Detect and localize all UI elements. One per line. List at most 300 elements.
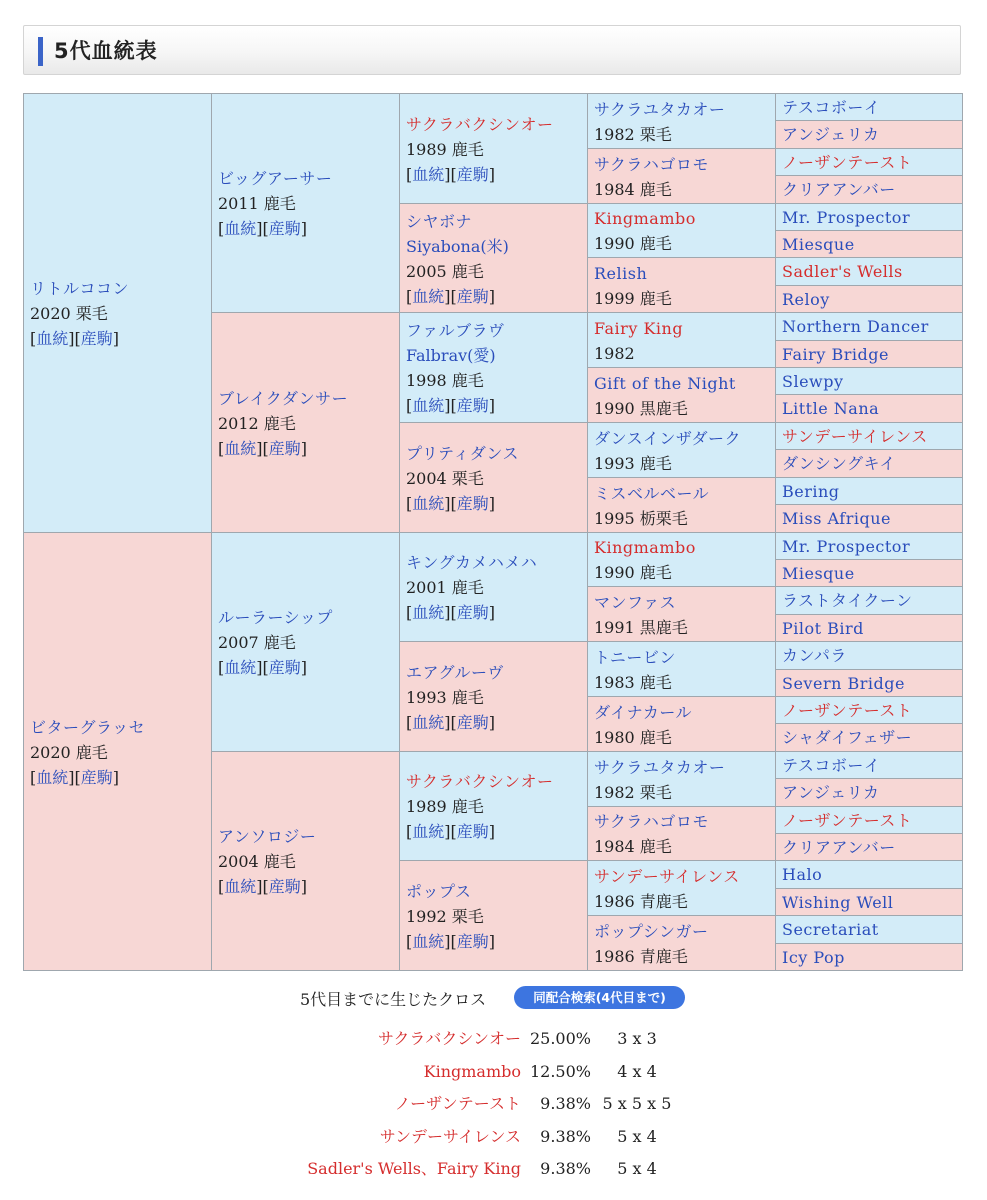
cell-content — [594, 481, 773, 531]
pedigree-cell-gen4 — [587, 477, 776, 533]
horse-name-link[interactable]: Slewpy — [782, 372, 844, 391]
pedigree-cell-gen5 — [775, 778, 963, 807]
horse-name-link[interactable]: アンジェリカ — [782, 125, 880, 144]
cross-row — [0, 1156, 987, 1182]
horse-links — [30, 765, 209, 790]
cross-row — [0, 1059, 987, 1085]
cell-content — [782, 150, 960, 176]
bracket: [ — [30, 329, 37, 348]
horse-name-link[interactable]: ラストタイクーン — [782, 591, 913, 610]
cell-content — [782, 561, 960, 587]
bracket: [ — [218, 658, 225, 677]
horse-name-link[interactable]: Halo — [782, 865, 823, 884]
pedigree-cell-gen5 — [775, 888, 963, 916]
horse-name-link[interactable]: クリアアンバー — [782, 838, 896, 857]
bracket: ] — [112, 768, 120, 787]
horse-links — [406, 393, 585, 418]
horse-name-link[interactable]: サクラハゴロモ — [594, 155, 709, 174]
pedigree-link[interactable]: 血統 — [224, 658, 257, 677]
bracket: ] — [488, 603, 496, 622]
progeny-link[interactable]: 産駒 — [456, 932, 489, 951]
horse-birth-year-color: 1989 鹿毛 — [406, 140, 484, 159]
progeny-link[interactable]: 産駒 — [268, 439, 301, 458]
pedigree-link[interactable]: 血統 — [412, 932, 445, 951]
horse-birth-year-color: 2020 栗毛 — [30, 304, 108, 323]
bracket: ][ — [68, 768, 81, 787]
cross-row — [0, 1026, 987, 1052]
pedigree-cell-gen4 — [587, 586, 776, 642]
horse-name-link[interactable]: Miss Afrique — [782, 509, 891, 528]
cross-row — [0, 1091, 987, 1117]
cell-content — [594, 261, 773, 311]
horse-birth-year-color: 1986 青鹿毛 — [594, 947, 688, 966]
horse-name-link[interactable]: ダンスインザダーク — [594, 429, 742, 448]
horse-origin-name[interactable]: Falbrav(愛) — [406, 346, 496, 365]
horse-name-link[interactable]: Fairy Bridge — [782, 345, 889, 364]
section-title: 5代血統表 — [54, 39, 158, 63]
horse-name-link[interactable]: Severn Bridge — [782, 674, 905, 693]
horse-name-link[interactable]: Northern Dancer — [782, 317, 929, 336]
horse-birth-year-color: 1992 栗毛 — [406, 907, 484, 926]
cell-content — [406, 318, 585, 418]
horse-birth-year-color: 1986 青鹿毛 — [594, 892, 688, 911]
horse-birth-year-color: 1995 栃栗毛 — [594, 509, 688, 528]
cell-content — [594, 645, 773, 695]
horse-name-link[interactable]: ノーザンテースト — [782, 701, 913, 720]
bracket: [ — [406, 287, 413, 306]
cell-content — [594, 809, 773, 859]
horse-name-link[interactable]: サクラユタカオー — [594, 100, 726, 119]
pedigree-cell-gen5 — [775, 696, 963, 724]
horse-links — [30, 326, 209, 351]
pedigree-cell-gen4 — [587, 422, 776, 478]
horse-birth-year-color: 2004 鹿毛 — [218, 852, 296, 871]
cross-heading: 5代目までに生じたクロス — [300, 990, 487, 1009]
pedigree-cell-gen5 — [775, 148, 963, 176]
cell-content — [782, 506, 960, 532]
horse-name-link[interactable]: サクラユタカオー — [594, 758, 726, 777]
pedigree-cell-gen1 — [23, 532, 212, 971]
cell-content — [782, 917, 960, 943]
pedigree-cell-gen5 — [775, 203, 963, 231]
bracket: ] — [488, 287, 496, 306]
horse-name-link[interactable]: Gift of the Night — [594, 374, 736, 393]
same-breeding-search-button[interactable]: 同配合検索(4代目まで) — [514, 986, 685, 1009]
horse-links — [218, 874, 397, 899]
horse-links — [406, 162, 585, 187]
pedigree-cell-gen5 — [775, 860, 963, 889]
progeny-link[interactable]: 産駒 — [268, 658, 301, 677]
horse-origin-name[interactable]: Siyabona(米) — [406, 237, 509, 256]
pedigree-cell-gen5 — [775, 559, 963, 587]
horse-birth-year-color: 1984 鹿毛 — [594, 180, 672, 199]
horse-birth-year-color: 1993 鹿毛 — [406, 688, 484, 707]
horse-name-link[interactable]: Secretariat — [782, 920, 879, 939]
pedigree-cell-gen5 — [775, 943, 963, 971]
progeny-link[interactable]: 産駒 — [456, 603, 489, 622]
pedigree-cell-gen5 — [775, 586, 963, 615]
pedigree-cell-gen5 — [775, 422, 963, 450]
pedigree-cell-gen4 — [587, 93, 776, 149]
cell-content — [782, 588, 960, 614]
horse-birth-year-color: 2012 鹿毛 — [218, 414, 296, 433]
pedigree-link[interactable]: 血統 — [412, 287, 445, 306]
cell-content — [782, 725, 960, 751]
pedigree-cell-gen5 — [775, 394, 963, 423]
progeny-link[interactable]: 産駒 — [456, 822, 489, 841]
horse-name-link[interactable]: キングカメハメハ — [406, 553, 538, 572]
cell-content — [782, 753, 960, 779]
cell-content — [30, 715, 209, 790]
cell-content — [782, 205, 960, 231]
bracket: ] — [488, 713, 496, 732]
pedigree-link[interactable]: 血統 — [412, 713, 445, 732]
cell-content — [782, 643, 960, 669]
horse-name-link[interactable]: ノーザンテースト — [782, 153, 913, 172]
horse-links — [406, 710, 585, 735]
horse-name-link[interactable]: Miesque — [782, 235, 855, 254]
cell-content — [782, 616, 960, 642]
cell-content — [782, 314, 960, 340]
cell-content — [782, 780, 960, 806]
bracket: ] — [488, 165, 496, 184]
horse-birth-year-color: 1984 鹿毛 — [594, 837, 672, 856]
horse-birth-year-color: 1990 鹿毛 — [594, 234, 672, 253]
cell-content — [782, 95, 960, 121]
pedigree-cell-gen5 — [775, 477, 963, 505]
horse-name-link[interactable]: Relish — [594, 264, 648, 283]
cell-content — [782, 396, 960, 422]
horse-birth-year-color: 1982 栗毛 — [594, 125, 672, 144]
horse-birth-year-color: 1980 鹿毛 — [594, 728, 672, 747]
horse-name-link[interactable]: Kingmambo — [594, 538, 696, 557]
horse-name-link[interactable]: Kingmambo — [594, 209, 696, 228]
horse-name-link[interactable]: ブレイクダンサー — [218, 389, 349, 408]
horse-name-link[interactable]: サンデーサイレンス — [594, 867, 740, 886]
bracket: [ — [218, 219, 225, 238]
cell-content — [782, 862, 960, 888]
bracket: ] — [300, 219, 308, 238]
pedigree-cell-gen5 — [775, 833, 963, 861]
cell-content — [218, 166, 397, 241]
cell-content — [406, 660, 585, 735]
horse-name-link[interactable]: サクラバクシンオー — [406, 772, 554, 791]
bracket: ] — [488, 494, 496, 513]
horse-name-link[interactable]: ビターグラッセ — [30, 718, 146, 737]
pedigree-cell-gen2 — [211, 751, 400, 971]
cell-content — [782, 451, 960, 477]
bracket: [ — [406, 932, 413, 951]
horse-name-link[interactable]: ポップス — [406, 882, 472, 901]
horse-birth-year-color: 1990 鹿毛 — [594, 563, 672, 582]
cell-content — [782, 342, 960, 368]
bracket: ][ — [444, 603, 457, 622]
cross-percentage: 9.38% — [540, 1094, 591, 1113]
bracket: ][ — [444, 494, 457, 513]
pedigree-cell-gen4 — [587, 860, 776, 916]
horse-birth-year-color: 2007 鹿毛 — [218, 633, 296, 652]
horse-name-link[interactable]: Mr. Prospector — [782, 537, 911, 556]
cell-content — [406, 879, 585, 954]
pedigree-cell-gen2 — [211, 312, 400, 533]
pedigree-cell-gen3 — [399, 422, 588, 533]
cell-content — [406, 769, 585, 844]
horse-birth-year-color: 1983 鹿毛 — [594, 673, 672, 692]
pedigree-link[interactable]: 血統 — [36, 329, 69, 348]
bracket: [ — [218, 877, 225, 896]
pedigree-link[interactable]: 血統 — [36, 768, 69, 787]
pedigree-cell-gen1 — [23, 93, 212, 533]
cell-content — [782, 671, 960, 697]
cell-content — [594, 206, 773, 256]
cross-row — [0, 1124, 987, 1150]
pedigree-cell-gen5 — [775, 175, 963, 204]
horse-links — [218, 436, 397, 461]
pedigree-link[interactable]: 血統 — [412, 822, 445, 841]
pedigree-cell-gen3 — [399, 641, 588, 752]
bracket: ][ — [256, 439, 269, 458]
pedigree-link[interactable]: 血統 — [412, 603, 445, 622]
cell-content — [30, 276, 209, 351]
horse-name-link[interactable]: カンパラ — [782, 646, 847, 665]
pedigree-cell-gen4 — [587, 806, 776, 861]
bracket: ][ — [68, 329, 81, 348]
horse-name-link[interactable]: Miesque — [782, 564, 855, 583]
cell-content — [594, 426, 773, 476]
horse-links — [218, 655, 397, 680]
pedigree-cell-gen5 — [775, 751, 963, 779]
horse-name-link[interactable]: サクラハゴロモ — [594, 812, 709, 831]
pedigree-cell-gen4 — [587, 641, 776, 697]
bracket: ][ — [444, 287, 457, 306]
horse-name-link[interactable]: ポップシンガー — [594, 922, 709, 941]
cell-content — [218, 605, 397, 680]
progeny-link[interactable]: 産駒 — [268, 877, 301, 896]
pedigree-cell-gen4 — [587, 203, 776, 258]
pedigree-cell-gen4 — [587, 915, 776, 971]
cell-content — [782, 287, 960, 313]
horse-name-link[interactable]: マンファス — [594, 593, 677, 612]
progeny-link[interactable]: 産駒 — [456, 494, 489, 513]
bracket: [ — [406, 713, 413, 732]
pedigree-link[interactable]: 血統 — [412, 165, 445, 184]
horse-name-link[interactable]: ダンシングキイ — [782, 454, 896, 473]
pedigree-cell-gen4 — [587, 148, 776, 204]
pedigree-link[interactable]: 血統 — [224, 219, 257, 238]
bracket: ] — [488, 932, 496, 951]
cross-generations: 4 x 4 — [617, 1062, 657, 1081]
cell-content — [594, 316, 773, 366]
horse-name-link[interactable]: シャダイフェザー — [782, 728, 913, 747]
horse-name-link[interactable]: Reloy — [782, 290, 830, 309]
pedigree-cell-gen3 — [399, 93, 588, 204]
cell-content — [782, 424, 960, 450]
cell-content — [594, 590, 773, 640]
pedigree-cell-gen4 — [587, 751, 776, 807]
cell-content — [218, 386, 397, 461]
pedigree-link[interactable]: 血統 — [412, 396, 445, 415]
pedigree-cell-gen5 — [775, 449, 963, 478]
pedigree-link[interactable]: 血統 — [224, 877, 257, 896]
cross-generations: 5 x 5 x 5 — [602, 1094, 672, 1113]
cross-generations: 5 x 4 — [617, 1127, 657, 1146]
bracket: ] — [300, 658, 308, 677]
cell-content — [782, 259, 960, 285]
progeny-link[interactable]: 産駒 — [456, 287, 489, 306]
horse-birth-year-color: 1990 黒鹿毛 — [594, 399, 688, 418]
pedigree-cell-gen3 — [399, 312, 588, 423]
pedigree-cell-gen5 — [775, 285, 963, 313]
bracket: [ — [218, 439, 225, 458]
horse-birth-year-color: 2011 鹿毛 — [218, 194, 296, 213]
cross-horse-name[interactable]: Kingmambo — [423, 1062, 521, 1081]
horse-name-link[interactable]: Icy Pop — [782, 948, 845, 967]
progeny-link[interactable]: 産駒 — [268, 219, 301, 238]
pedigree-cell-gen5 — [775, 230, 963, 258]
horse-links — [406, 600, 585, 625]
horse-name-link[interactable]: Sadler's Wells — [782, 262, 903, 281]
horse-name-link[interactable]: アンジェリカ — [782, 783, 880, 802]
cross-percentage: 9.38% — [540, 1127, 591, 1146]
horse-birth-year-color: 2005 鹿毛 — [406, 262, 484, 281]
horse-name-link[interactable]: Mr. Prospector — [782, 208, 911, 227]
cell-content — [406, 441, 585, 516]
progeny-link[interactable]: 産駒 — [456, 713, 489, 732]
horse-name-link[interactable]: エアグルーヴ — [406, 663, 505, 682]
cross-generations: 3 x 3 — [617, 1029, 657, 1048]
bracket: ][ — [444, 932, 457, 951]
pedigree-cell-gen4 — [587, 257, 776, 313]
pedigree-cell-gen4 — [587, 367, 776, 423]
cell-content — [218, 824, 397, 899]
pedigree-link[interactable]: 血統 — [224, 439, 257, 458]
progeny-link[interactable]: 産駒 — [80, 329, 113, 348]
horse-name-link[interactable]: テスコボーイ — [782, 756, 881, 775]
cell-content — [782, 808, 960, 834]
cell-content — [406, 112, 585, 187]
cell-content — [594, 864, 773, 914]
horse-birth-year-color: 1998 鹿毛 — [406, 371, 484, 390]
pedigree-cell-gen2 — [211, 93, 400, 313]
cell-content — [782, 369, 960, 395]
pedigree-cell-gen5 — [775, 367, 963, 395]
horse-name-link[interactable]: プリティダンス — [406, 444, 519, 463]
horse-name-link[interactable]: リトルココン — [30, 279, 130, 298]
horse-name-link[interactable]: ノーザンテースト — [782, 811, 913, 830]
bracket: ] — [112, 329, 120, 348]
horse-name-link[interactable]: サクラバクシンオー — [406, 115, 554, 134]
pedigree-link[interactable]: 血統 — [412, 494, 445, 513]
cross-generations: 5 x 4 — [617, 1159, 657, 1178]
horse-name-link[interactable]: Little Nana — [782, 399, 880, 418]
progeny-link[interactable]: 産駒 — [456, 396, 489, 415]
cross-horse-name[interactable]: サンデーサイレンス — [379, 1127, 521, 1146]
horse-birth-year-color: 1989 鹿毛 — [406, 797, 484, 816]
pedigree-cell-gen5 — [775, 641, 963, 670]
cell-content — [782, 232, 960, 258]
pedigree-cell-gen5 — [775, 120, 963, 149]
cell-content — [782, 122, 960, 148]
cross-percentage: 9.38% — [540, 1159, 591, 1178]
horse-birth-year-color: 2020 鹿毛 — [30, 743, 108, 762]
horse-name-link[interactable]: トニービン — [594, 648, 676, 667]
bracket: [ — [406, 494, 413, 513]
horse-links — [406, 491, 585, 516]
horse-name-link[interactable]: テスコボーイ — [782, 98, 881, 117]
progeny-link[interactable]: 産駒 — [80, 768, 113, 787]
cell-content — [594, 919, 773, 969]
cell-content — [406, 550, 585, 625]
bracket: ][ — [444, 713, 457, 732]
bracket: ] — [300, 877, 308, 896]
horse-name-link[interactable]: サンデーサイレンス — [782, 427, 928, 446]
horse-name-link[interactable]: クリアアンバー — [782, 180, 896, 199]
bracket: [ — [406, 822, 413, 841]
horse-birth-year-color: 1999 鹿毛 — [594, 289, 672, 308]
pedigree-cell-gen5 — [775, 257, 963, 286]
horse-links — [406, 929, 585, 954]
pedigree-cell-gen5 — [775, 806, 963, 834]
cross-horse-name[interactable]: Sadler's Wells、Fairy King — [307, 1159, 521, 1178]
cell-content — [594, 755, 773, 805]
pedigree-cell-gen5 — [775, 340, 963, 368]
cell-content — [782, 835, 960, 861]
pedigree-cell-gen3 — [399, 203, 588, 313]
horse-name-link[interactable]: ダイナカール — [594, 703, 693, 722]
cell-content — [782, 177, 960, 203]
cross-horse-name[interactable]: サクラバクシンオー — [378, 1029, 521, 1048]
bracket: ][ — [256, 658, 269, 677]
cross-horse-name[interactable]: ノーザンテースト — [394, 1094, 521, 1113]
horse-name-link[interactable]: Wishing Well — [782, 893, 894, 912]
cell-content — [594, 152, 773, 202]
cell-content — [782, 534, 960, 560]
pedigree-cell-gen5 — [775, 504, 963, 533]
horse-name-link[interactable]: Fairy King — [594, 319, 684, 338]
horse-birth-year-color: 2001 鹿毛 — [406, 578, 484, 597]
cell-content — [782, 945, 960, 971]
pedigree-cell-gen3 — [399, 532, 588, 642]
horse-name-link[interactable]: Bering — [782, 482, 840, 501]
horse-birth-year-color: 2004 栗毛 — [406, 469, 484, 488]
bracket: [ — [30, 768, 37, 787]
cell-content — [782, 890, 960, 916]
pedigree-cell-gen5 — [775, 723, 963, 752]
pedigree-cell-gen5 — [775, 915, 963, 944]
cross-percentage: 25.00% — [529, 1029, 591, 1048]
bracket: [ — [406, 165, 413, 184]
cross-percentage: 12.50% — [529, 1062, 591, 1081]
horse-links — [406, 284, 585, 309]
pedigree-cell-gen3 — [399, 860, 588, 971]
cell-content — [594, 700, 773, 750]
horse-name-link[interactable]: アンソロジー — [218, 827, 317, 846]
progeny-link[interactable]: 産駒 — [456, 165, 489, 184]
horse-name-link[interactable]: ファルブラヴ — [406, 321, 505, 340]
horse-name-link[interactable]: Pilot Bird — [782, 619, 864, 638]
horse-name-link[interactable]: ミスベルベール — [594, 484, 710, 503]
horse-name-link[interactable]: ビッグアーサー — [218, 169, 333, 188]
horse-name-link[interactable]: ルーラーシップ — [218, 608, 333, 627]
bracket: ][ — [444, 396, 457, 415]
cell-content — [406, 209, 585, 309]
bracket: ][ — [444, 822, 457, 841]
horse-name-link[interactable]: シヤボナ — [406, 212, 473, 231]
bracket: ] — [300, 439, 308, 458]
horse-birth-year-color: 1982 栗毛 — [594, 783, 672, 802]
bracket: ] — [488, 396, 496, 415]
pedigree-cell-gen5 — [775, 532, 963, 560]
